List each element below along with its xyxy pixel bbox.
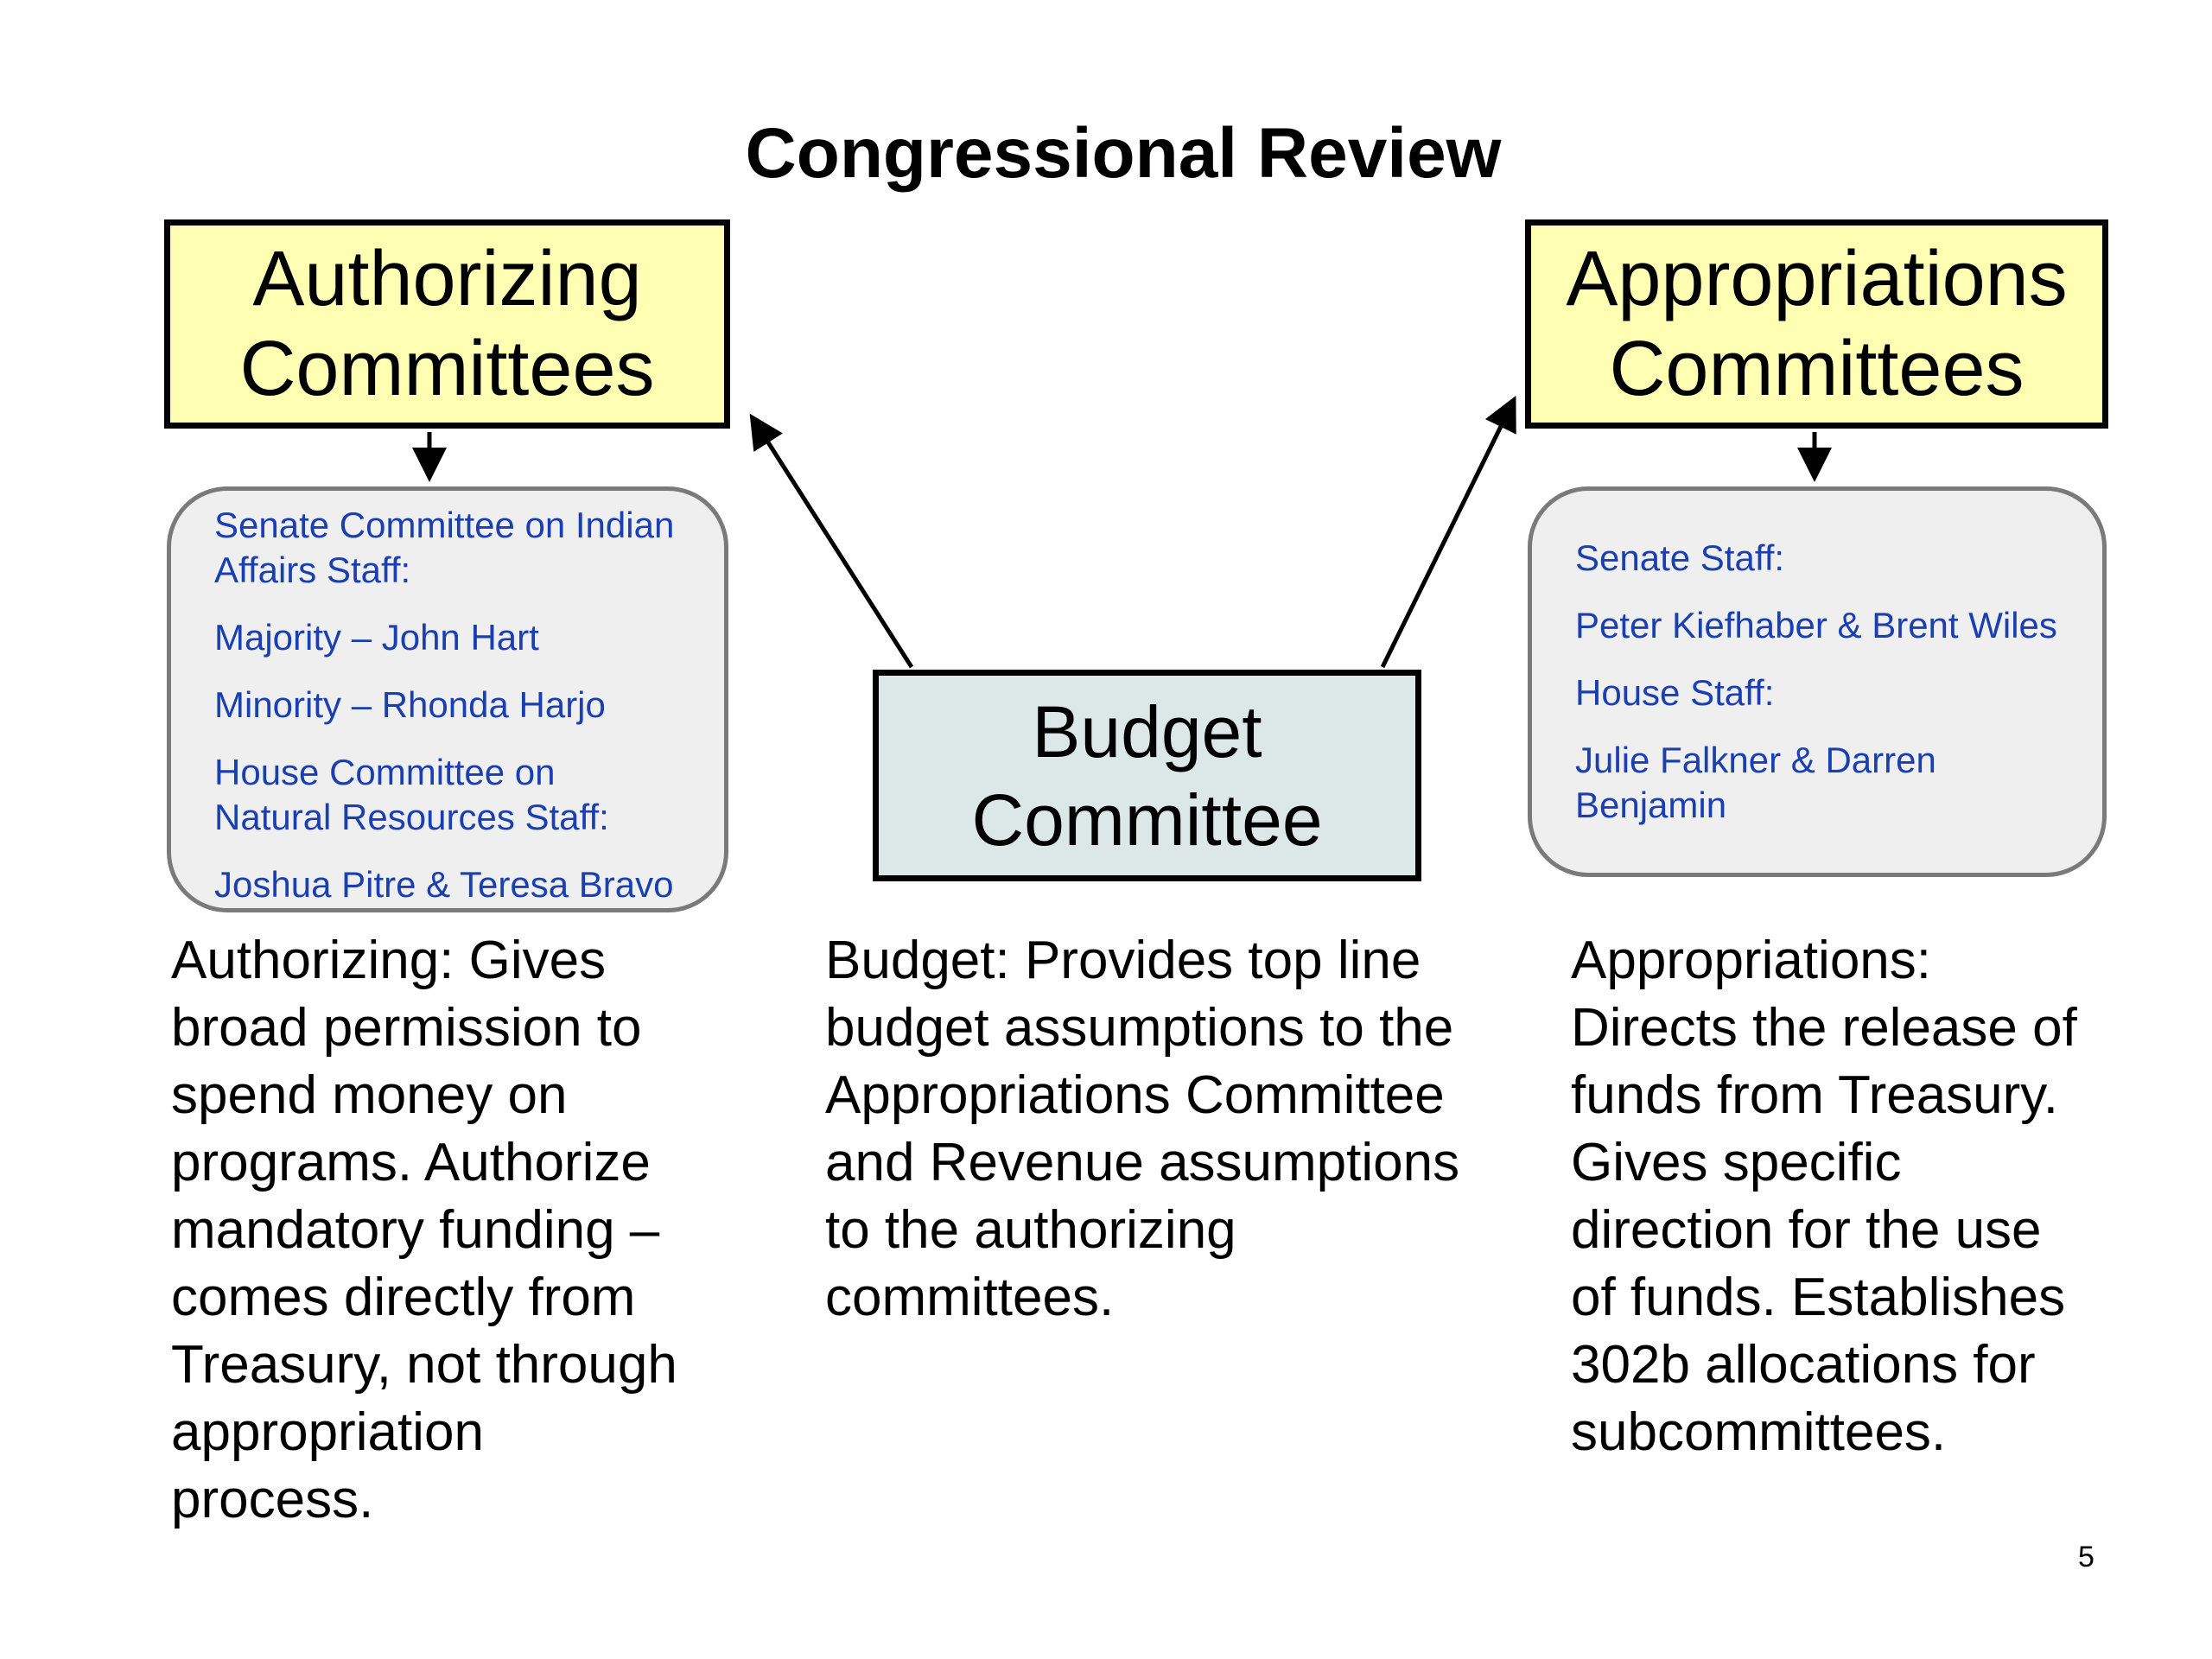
appropriations-description [1571,927,2077,1466]
authorizing-box-line-1: Authorizing [252,236,642,322]
description-line: funds from Treasury. [1571,1065,2058,1125]
authorizing-committees-box [164,219,730,429]
description-line: committees. [825,1268,1115,1327]
staff-line: Joshua Pitre & Teresa Bravo [214,864,674,905]
staff-line: Minority – Rhonda Harjo [214,684,606,725]
staff-line: Natural Resources Staff: [214,797,609,837]
description-line: Authorizing: Gives [171,931,607,990]
appropriations-box-line-1: Appropriations [1566,236,2068,322]
appropriations-staff-box [1528,486,2107,877]
description-line: Appropriations: [1571,931,1932,990]
description-line: appropriation [171,1402,484,1462]
page-number: 5 [2078,1541,2094,1573]
staff-line: Senate Staff: [1575,537,1785,578]
description-line: process. [171,1470,374,1529]
staff-line: Affairs Staff: [214,550,411,590]
budget-box-line-1: Budget [1032,690,1262,772]
page-title: Congressional Review [745,114,1502,193]
description-line: Gives specific [1571,1133,1902,1192]
staff-line: Peter Kiefhaber & Brent Wiles [1575,605,2057,645]
description-line: Appropriations Committee [825,1065,1445,1125]
description-line: mandatory funding – [171,1200,660,1260]
staff-line: House Committee on [214,752,556,792]
description-line: 302b allocations for [1571,1335,2036,1395]
staff-line: Benjamin [1575,785,1727,825]
description-line: and Revenue assumptions [825,1133,1460,1192]
description-line: spend money on [171,1065,568,1125]
staff-line: Majority – John Hart [214,617,539,658]
description-line: to the authorizing [825,1200,1236,1260]
description-line: broad permission to [171,998,642,1058]
budget-description [825,927,1459,1332]
appropriations-committees-box [1525,219,2108,429]
authorizing-description [171,927,677,1534]
staff-line: House Staff: [1575,672,1775,713]
description-line: programs. Authorize [171,1133,651,1192]
staff-line: Julie Falkner & Darren [1575,740,1936,780]
description-line: Budget: Provides top line [825,931,1421,990]
arrow-budget-to-approp [1382,404,1512,667]
description-line: subcommittees. [1571,1402,1947,1462]
description-line: comes directly from [171,1268,636,1327]
description-line: Directs the release of [1571,998,2077,1058]
appropriations-box-line-2: Committees [1609,326,2024,412]
description-line: of funds. Establishes [1571,1268,2066,1327]
budget-box-line-2: Committee [971,779,1323,861]
budget-committee-box [873,670,1421,881]
description-line: Treasury, not through [171,1335,677,1395]
staff-line: Senate Committee on Indian [214,505,675,545]
description-line: direction for the use [1571,1200,2042,1260]
authorizing-box-line-2: Committees [239,326,655,412]
arrow-budget-to-auth [754,421,912,667]
authorizing-staff-box [167,486,728,912]
description-line: budget assumptions to the [825,998,1454,1058]
